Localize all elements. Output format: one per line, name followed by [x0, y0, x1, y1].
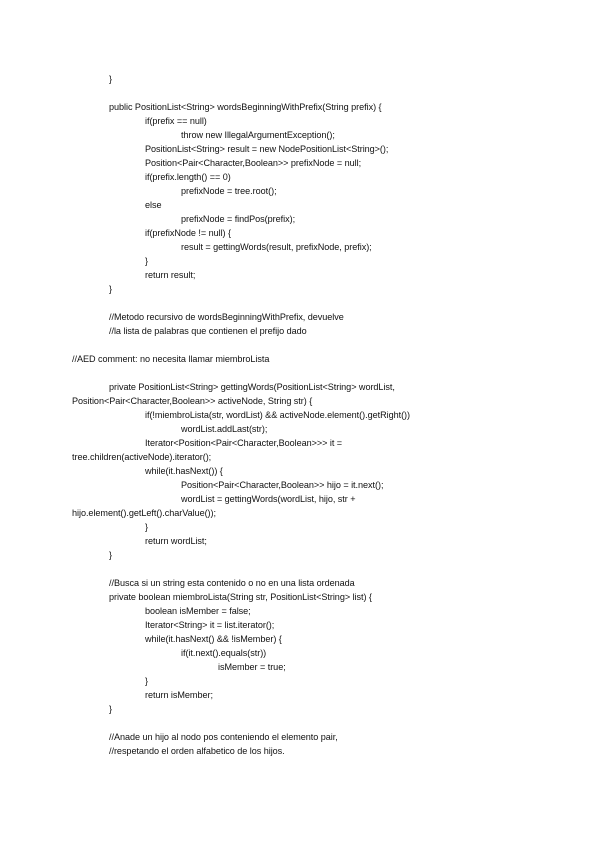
code-line: else: [145, 200, 162, 210]
code-line: return isMember;: [145, 690, 213, 700]
code-line: Position<Pair<Character,Boolean>> activeNode, String str) {: [72, 396, 313, 406]
code-line: Position<Pair<Character,Boolean>> hijo = it.next();: [181, 480, 384, 490]
code-line: private boolean miembroLista(String str, PositionList<String> list) {: [109, 592, 372, 602]
code-line: return wordList;: [145, 536, 207, 546]
comment-line: //Busca si un string esta contenido o no en una lista ordenada: [109, 578, 355, 588]
code-line: hijo.element().getLeft().charValue());: [72, 508, 216, 518]
code-line: }: [109, 284, 112, 294]
code-line: }: [109, 704, 112, 714]
code-line: private PositionList<String> gettingWords(PositionList<String> wordList,: [109, 382, 395, 392]
code-line: if(prefix.length() == 0): [145, 172, 231, 182]
comment-line: //Metodo recursivo de wordsBeginningWithPrefix, devuelve: [109, 312, 344, 322]
code-line: if(it.next().equals(str)): [181, 648, 267, 658]
code-line: boolean isMember = false;: [145, 606, 251, 616]
code-line: }: [109, 74, 112, 84]
code-line: PositionList<String> result = new NodePositionList<String>();: [145, 144, 389, 154]
code-line: }: [145, 256, 148, 266]
code-line: if(prefix == null): [145, 116, 207, 126]
code-line: }: [145, 676, 148, 686]
comment-line: //respetando el orden alfabetico de los hijos.: [109, 746, 285, 756]
comment-line: //AED comment: no necesita llamar miembroLista: [72, 354, 270, 364]
code-line: Iterator<Position<Pair<Character,Boolean>>> it =: [145, 438, 343, 448]
code-line: wordList = gettingWords(wordList, hijo, str +: [181, 494, 356, 504]
code-line: throw new IllegalArgumentException();: [181, 130, 335, 140]
code-line: public PositionList<String> wordsBeginningWithPrefix(String prefix) {: [109, 102, 382, 112]
code-line: while(it.hasNext() && !isMember) {: [145, 634, 282, 644]
code-line: Iterator<String> it = list.iterator();: [145, 620, 275, 630]
code-line: }: [109, 550, 112, 560]
code-line: isMember = true;: [218, 662, 286, 672]
code-line: Position<Pair<Character,Boolean>> prefixNode = null;: [145, 158, 362, 168]
comment-line: //Anade un hijo al nodo pos conteniendo el elemento pair,: [109, 732, 338, 742]
code-line: tree.children(activeNode).iterator();: [72, 452, 212, 462]
code-line: if(prefixNode != null) {: [145, 228, 231, 238]
code-line: prefixNode = tree.root();: [181, 186, 277, 196]
comment-line: //la lista de palabras que contienen el prefijo dado: [109, 326, 307, 336]
code-line: while(it.hasNext()) {: [145, 466, 223, 476]
code-line: return result;: [145, 270, 196, 280]
code-line: if(!miembroLista(str, wordList) && activeNode.element().getRight()): [145, 410, 411, 420]
code-line: result = gettingWords(result, prefixNode, prefix);: [181, 242, 372, 252]
code-line: }: [145, 522, 148, 532]
code-line: wordList.addLast(str);: [181, 424, 268, 434]
code-line: prefixNode = findPos(prefix);: [181, 214, 296, 224]
